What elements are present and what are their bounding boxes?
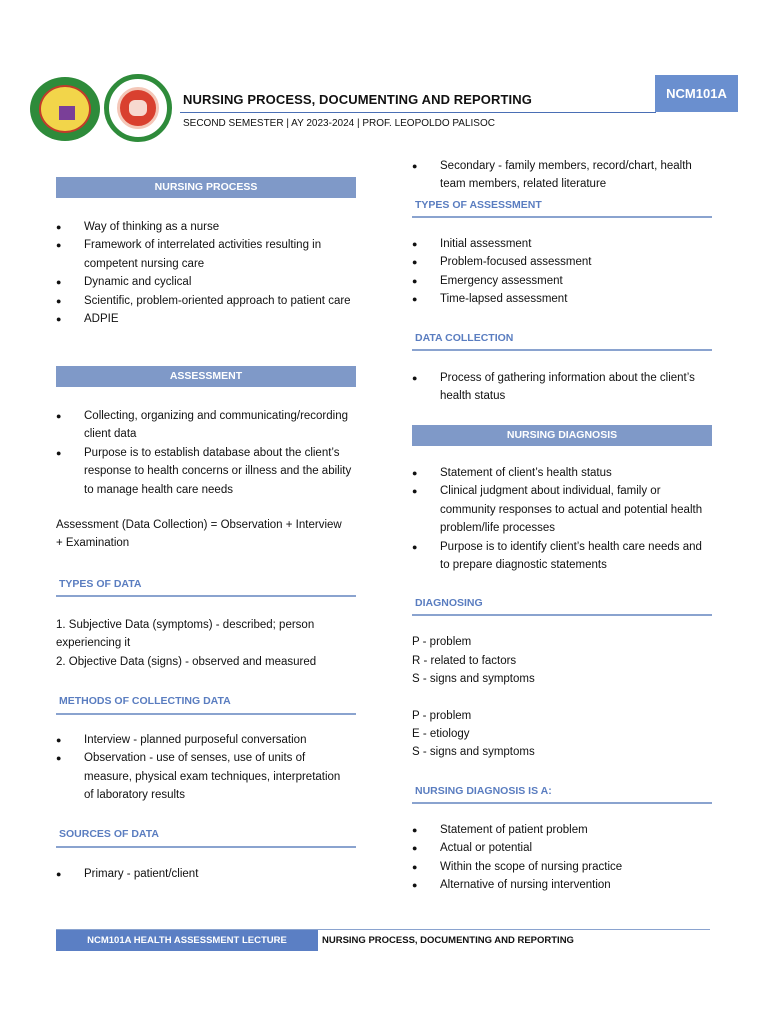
list-item: ● Framework of interrelated activities resulting in competent nursing care (56, 236, 356, 273)
list-item: ● Way of thinking as a nurse (56, 218, 356, 236)
data-collection-list (412, 369, 702, 406)
diagnosing-heading: DIAGNOSING (415, 597, 483, 609)
nursing-diagnosis-is-a-list (412, 821, 712, 895)
college-seal-logo (104, 74, 172, 142)
list-item: ● Collecting, organizing and communicating/recording client data (56, 407, 356, 444)
types-of-assessment-list (412, 235, 712, 309)
title-divider (180, 112, 656, 113)
assessment-heading: ASSESSMENT (56, 366, 356, 387)
list-item: ● Observation - use of senses, use of units of measure, physical exam techniques, interpretation of laboratory results (56, 749, 346, 804)
section-divider (412, 802, 712, 804)
list-item: ● Emergency assessment (412, 272, 712, 290)
section-divider (412, 216, 712, 218)
list-item: ● Process of gathering information about the client’s health status (412, 369, 702, 406)
list-item: ● Purpose is to establish database about the client’s response to health concerns or illness and the ability to manage health care needs (56, 444, 356, 499)
nursing-diagnosis-is-a-heading: NURSING DIAGNOSIS IS A: (415, 785, 552, 797)
section-divider (56, 846, 356, 848)
objective-data-text: 2. Objective Data (signs) - observed and measured (56, 656, 317, 668)
types-of-data-heading: TYPES OF DATA (59, 578, 142, 590)
methods-list (56, 731, 346, 805)
list-item: ● Problem-focused assessment (412, 253, 712, 271)
pes-signs-symptoms-text: S - signs and symptoms (412, 746, 535, 758)
section-divider (412, 614, 712, 616)
list-item: ● Actual or potential (412, 839, 712, 857)
assessment-list (56, 407, 356, 499)
pes-related-factors-text: R - related to factors (412, 655, 517, 667)
section-divider (56, 713, 356, 715)
list-item: ● Statement of client’s health status (412, 464, 712, 482)
footer-topic-label: NURSING PROCESS, DOCUMENTING AND REPORTING (322, 935, 574, 946)
list-item: ● Time-lapsed assessment (412, 290, 712, 308)
list-item: ● Alternative of nursing intervention (412, 876, 712, 894)
list-item: ● Clinical judgment about individual, family or community responses to actual and potential health problem/life processes (412, 482, 712, 537)
nursing-process-heading: NURSING PROCESS (56, 177, 356, 198)
list-item: ● Secondary - family members, record/chart, health team members, related literature (412, 157, 702, 194)
sources-continued-list (412, 157, 702, 194)
types-of-assessment-heading: TYPES OF ASSESSMENT (415, 199, 542, 211)
list-item: ● Primary - patient/client (56, 865, 356, 883)
document-title: NURSING PROCESS, DOCUMENTING AND REPORTING (183, 92, 532, 107)
pes-signs-symptoms-text: S - signs and symptoms (412, 673, 535, 685)
list-item: ● Initial assessment (412, 235, 712, 253)
university-seal-logo (30, 77, 100, 141)
pes-problem-text: P - problem (412, 636, 472, 648)
sources-list (56, 865, 356, 883)
course-code-badge: NCM101A (655, 75, 738, 112)
data-collection-heading: DATA COLLECTION (415, 332, 514, 344)
pes-problem-text: P - problem (412, 710, 472, 722)
nursing-diagnosis-heading: NURSING DIAGNOSIS (412, 425, 712, 446)
list-item: ● Statement of patient problem (412, 821, 712, 839)
section-divider (412, 349, 712, 351)
document-subtitle: SECOND SEMESTER | AY 2023-2024 | PROF. LEOPOLDO PALISOC (183, 118, 495, 129)
list-item: ● Interview - planned purposeful conversation (56, 731, 346, 749)
assessment-formula: Assessment (Data Collection) = Observation + Interview + Examination (56, 519, 342, 550)
list-item: ● Purpose is to identify client’s health care needs and to prepare diagnostic statements (412, 538, 712, 575)
pes-etiology-text: E - etiology (412, 728, 470, 740)
list-item: ● Scientific, problem-oriented approach to patient care (56, 292, 356, 310)
list-item: ● Within the scope of nursing practice (412, 858, 712, 876)
list-item: ● Dynamic and cyclical (56, 273, 356, 291)
section-divider (56, 595, 356, 597)
list-item: ● ADPIE (56, 310, 356, 328)
nursing-diagnosis-list (412, 464, 712, 574)
methods-heading: METHODS OF COLLECTING DATA (59, 695, 231, 707)
nursing-process-list (56, 218, 356, 328)
footer-course-label: NCM101A HEALTH ASSESSMENT LECTURE (56, 930, 318, 951)
subjective-data-text: 1. Subjective Data (symptoms) - described; person experiencing it (56, 619, 315, 650)
sources-heading: SOURCES OF DATA (59, 828, 159, 840)
